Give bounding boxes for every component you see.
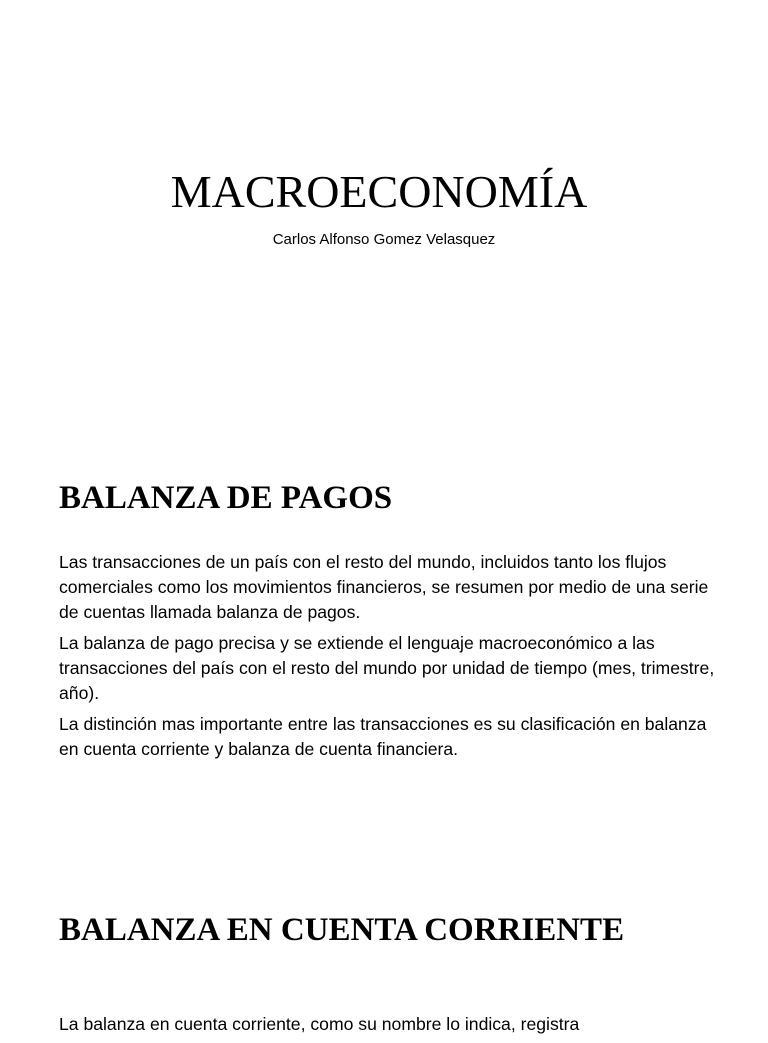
slide-body (59, 1012, 719, 1043)
paragraph: La balanza en cuenta corriente, como su nombre lo indica, registra (59, 1014, 580, 1034)
slide-heading: BALANZA DE PAGOS (59, 480, 393, 516)
presentation-title: MACROECONOMÍA (170, 166, 588, 217)
paragraph: Las transacciones de un país con el resto del mundo, incluidos tanto los flujos comerciales como los movimientos financieros, se resumen por medio de una serie de cuentas llamada balanza de pagos. (59, 552, 709, 622)
paragraph: La distinción mas importante entre las transacciones es su clasificación en balanza en cuenta corriente y balanza de cuenta financiera. (59, 714, 707, 759)
title-slide (0, 0, 768, 430)
author-name: Carlos Alfonso Gomez Velasquez (272, 231, 496, 248)
paragraph: La balanza de pago precisa y se extiende el lenguaje macroeconómico a las transacciones del país con el resto del mundo por unidad de tiempo (mes, trimestre, año). (59, 633, 715, 703)
cuenta-corriente-slide (0, 880, 768, 1034)
slide-heading: BALANZA EN CUENTA CORRIENTE (59, 912, 625, 948)
balanza-de-pagos-slide (0, 430, 768, 880)
slide-body (59, 550, 719, 768)
